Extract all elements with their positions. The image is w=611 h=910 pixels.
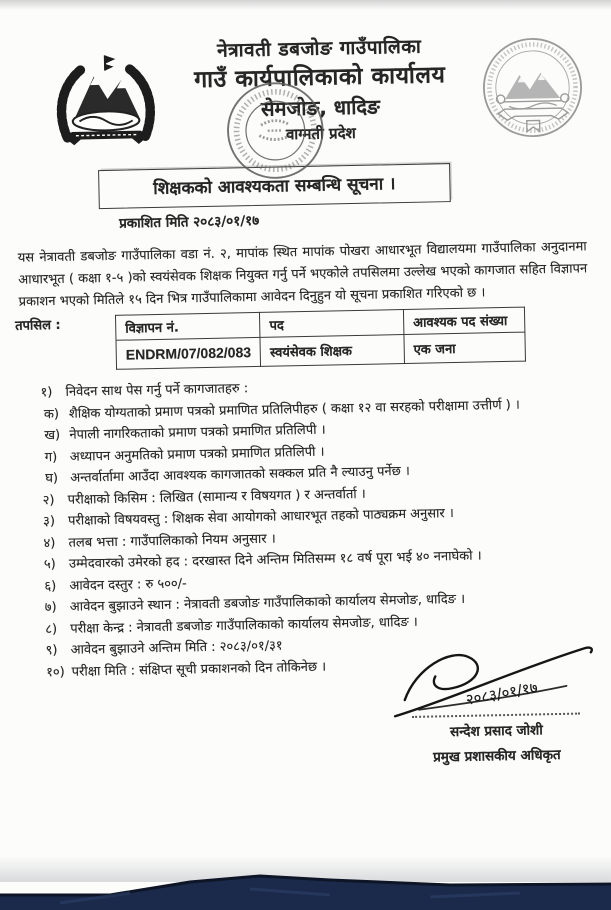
notice-title: शिक्षकको आवश्यकता सम्बन्धि सूचना । <box>153 174 396 200</box>
notice-items <box>40 373 591 681</box>
item-text: परीक्षाको किसिम : लिखित (सामान्य र विषयगत ) र अन्तर्वार्ता । <box>67 486 366 508</box>
item-number: ९) <box>45 643 58 659</box>
item-number: ५) <box>43 557 56 573</box>
table-header-cell: पद <box>260 310 404 338</box>
letterhead <box>0 32 597 162</box>
item-text: निवेदन साथ पेस गर्नु पर्ने कागजातहरु : <box>65 381 249 400</box>
item-text: परीक्षा मिति : संक्षिप्त सूची प्रकाशनको दिन तोकिनेछ । <box>71 659 327 680</box>
table-header-cell: विज्ञापन नं. <box>115 312 260 340</box>
item-text: अध्यापन अनुमतिको प्रमाण पत्रको प्रमाणित प्रतिलिपी । <box>69 444 325 465</box>
signature-block <box>379 636 611 767</box>
item-number: ३) <box>42 514 56 530</box>
vacancy-table <box>115 307 526 370</box>
item-number: १) <box>40 385 53 401</box>
item-text: आवेदन दस्तुर : रु ५००/- <box>69 575 187 594</box>
municipality-seal-icon <box>476 32 588 146</box>
published-date: प्रकाशित मिति २०८३/०१/१७ <box>118 212 260 232</box>
item-number: ग) <box>44 449 58 465</box>
nepal-emblem-icon <box>48 41 164 161</box>
province-name: वाग्मती प्रदेश <box>285 123 356 144</box>
item-text: परीक्षा केन्द्र : नेत्रावती डबजोङ गाउँपालिकाको कार्यालय सेमजोङ, धादिङ । <box>70 614 418 637</box>
item-number: ८) <box>45 621 58 637</box>
item-number: ६) <box>44 578 57 594</box>
office-location: सेमजोङ, धादिङ <box>260 94 380 121</box>
dark-fabric-background <box>0 869 611 910</box>
item-text: आवेदन बुझाउने अन्तिम मिति : २०८३/०१/३१ <box>70 638 283 658</box>
item-number: ख) <box>44 427 61 444</box>
signatory-title: प्रमुख प्रशासकीय अधिकृत <box>432 746 561 766</box>
item-text: अन्तर्वार्तामा आउँदा आवश्यक कागजातको सक्कल प्रति नै ल्याउनु पर्नेछ । <box>70 463 410 486</box>
signatory-name: सन्देश प्रसाद जोशी <box>449 722 543 741</box>
item-number: क) <box>43 406 60 422</box>
table-header-cell: आवश्यक पद संख्या <box>403 307 525 334</box>
item-text: परीक्षाको विषयवस्तु : शिक्षक सेवा आयोगको आधारभूत तहको पाठ्यक्रम अनुसार । <box>67 506 455 529</box>
notice-body-paragraph: यस नेत्रावती डबजोङ गाउँपालिका वडा नं. २, मापांक स्थित मापांक पोखरा आधारभूत विद्यालयमा गाउँपालिका अनुदानमा आधारभूत ( कक्षा १-५ )को स्वयंसेवक शिक्षक नियुक्त गर्नु पर्ने भएकोले तपसिलमा उल्लेख भएको कागजात सहित विज्ञापन प्रकाशन भएको मितिले १५ दिन भित्र गाउँपालिकामा आवेदन दिनुहुन यो सूचना प्रकाशित गरिएको छ । <box>17 239 588 310</box>
item-number: घ) <box>45 470 59 487</box>
schedule-label: तपसिल : <box>15 317 61 334</box>
table-cell: ENDRM/07/082/083 <box>116 337 261 369</box>
signature-icon <box>388 636 604 724</box>
item-text: नेपाली नागरिकताको प्रमाण पत्रको प्रमाणित प्रतिलिपी । <box>69 422 326 443</box>
office-stamp-icon <box>222 78 328 184</box>
item-number: २) <box>42 492 55 508</box>
table-cell: स्वयंसेवक शिक्षक <box>260 335 404 367</box>
item-text: आवेदन बुझाउने स्थान : नेत्रावती डबजोङ गाउँपालिकाको कार्यालय सेमजोङ, धादिङ । <box>69 591 466 615</box>
office-name: गाउँ कार्यपालिकाको कार्यालय <box>193 62 446 94</box>
item-text: शैक्षिक योग्यताको प्रमाण पत्रको प्रमाणित प्रतिलिपीहरु ( कक्षा १२ वा सरहको परीक्षामा उत्तीर्ण ) । <box>68 397 520 422</box>
table-cell: एक जना <box>404 332 526 363</box>
signature-date-scrawl: २०८३/०१/१७ <box>464 678 539 709</box>
municipality-name: नेत्रावती डबजोङ गाउँपालिका <box>216 35 422 62</box>
item-number: ४) <box>43 535 56 551</box>
item-text: तलब भत्ता : गाउँपालिकाको नियम अनुसार । <box>68 531 276 551</box>
item-text: उम्मेदवारको उमेरको हद : दरखास्त दिने अन्तिम मितिसम्म १८ वर्ष पूरा भई ४० ननाघेको । <box>68 548 482 572</box>
item-number: १०) <box>45 664 65 680</box>
item-number: ७) <box>44 600 57 616</box>
